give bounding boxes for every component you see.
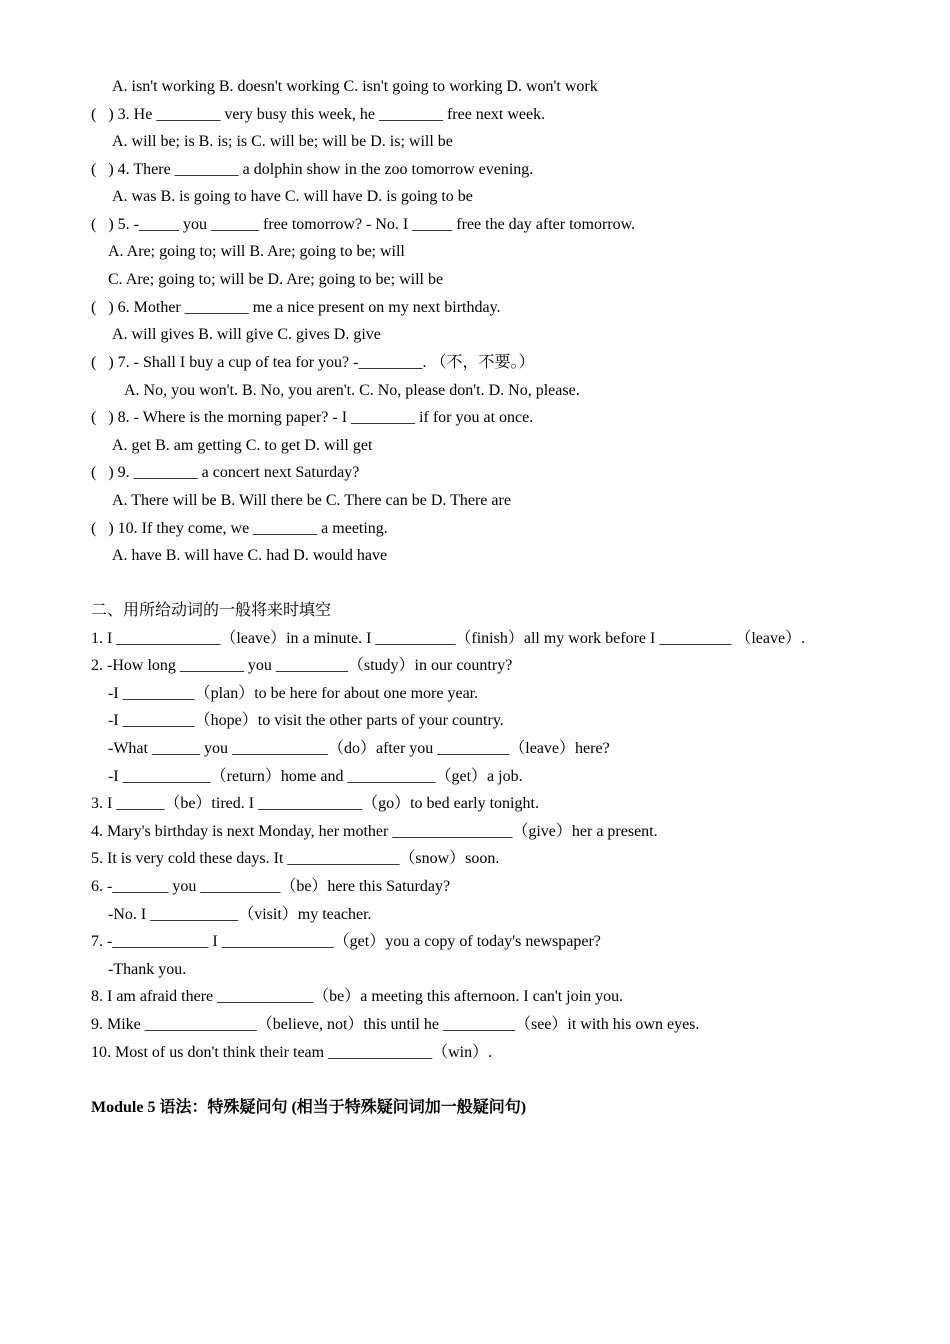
fill-item-5: 5. It is very cold these days. It ______________（snow）soon. — [91, 850, 500, 867]
fill-item-6: 6. -_______ you __________（be）here this Saturday? — [91, 878, 451, 895]
fill-item-1: 1. I _____________（leave）in a minute. I __________（finish）all my work before I _________ （leave）. — [91, 630, 806, 647]
q4-options: A. was B. is going to have C. will have D. is going to be — [112, 188, 473, 205]
fill-item-4: 4. Mary's birthday is next Monday, her mother _______________（give）her a present. — [91, 823, 658, 840]
q9-question: ( ) 9. ________ a concert next Saturday? — [91, 464, 360, 481]
q4-question: ( ) 4. There ________ a dolphin show in the zoo tomorrow evening. — [91, 161, 534, 178]
fill-item-3: 3. I ______（be）tired. I _____________（go）to bed early tonight. — [91, 795, 539, 812]
q5-options-ab: A. Are; going to; will B. Are; going to be; will — [108, 243, 405, 260]
q10-options: A. have B. will have C. had D. would have — [112, 547, 388, 564]
q8-question: ( ) 8. - Where is the morning paper? - I ________ if for you at once. — [91, 409, 534, 426]
fill-item-7: 7. -____________ I ______________（get）you a copy of today's newspaper? — [91, 933, 601, 950]
fill-item-2: 2. -How long ________ you _________（study）in our country? — [91, 657, 513, 674]
q9-options: A. There will be B. Will there be C. There can be D. There are — [112, 492, 511, 509]
q3-question: ( ) 3. He ________ very busy this week, he ________ free next week. — [91, 106, 546, 123]
q3-options: A. will be; is B. is; is C. will be; will be D. is; will be — [112, 133, 453, 150]
fill-item-2-line: -I _________（hope）to visit the other parts of your country. — [108, 712, 504, 729]
q5-options-cd: C. Are; going to; will be D. Are; going to be; will be — [108, 271, 444, 288]
q5-question: ( ) 5. -_____ you ______ free tomorrow? - No. I _____ free the day after tomorrow. — [91, 216, 636, 233]
q7-options: A. No, you won't. B. No, you aren't. C. No, please don't. D. No, please. — [124, 382, 580, 399]
fill-item-10: 10. Most of us don't think their team _____________（win）. — [91, 1044, 493, 1061]
fill-item-2-line: -I ___________（return）home and ___________（get）a job. — [108, 768, 523, 785]
fill-item-9: 9. Mike ______________（believe, not）this until he _________（see）it with his own eyes. — [91, 1016, 700, 1033]
fill-item-2-line: -What ______ you ____________（do）after you _________（leave）here? — [108, 740, 610, 757]
section-title: 二、用所给动词的一般将来时填空 — [91, 602, 332, 619]
q10-question: ( ) 10. If they come, we ________ a meeting. — [91, 520, 388, 537]
q2-options: A. isn't working B. doesn't working C. isn't going to working D. won't work — [112, 78, 598, 95]
q8-options: A. get B. am getting C. to get D. will get — [112, 437, 373, 454]
q6-options: A. will gives B. will give C. gives D. give — [112, 326, 381, 343]
fill-item-7-line: -Thank you. — [108, 961, 187, 978]
q7-question: ( ) 7. - Shall I buy a cup of tea for you? -________. （不，不要。） — [91, 354, 535, 371]
q6-question: ( ) 6. Mother ________ me a nice present on my next birthday. — [91, 299, 501, 316]
fill-item-2-line: -I _________（plan）to be here for about one more year. — [108, 685, 479, 702]
fill-item-6-line: -No. I ___________（visit）my teacher. — [108, 906, 372, 923]
fill-item-8: 8. I am afraid there ____________（be）a meeting this afternoon. I can't join you. — [91, 988, 624, 1005]
module-heading: Module 5 语法：特殊疑问句 (相当于特殊疑问词加一般疑问句) — [91, 1099, 527, 1116]
